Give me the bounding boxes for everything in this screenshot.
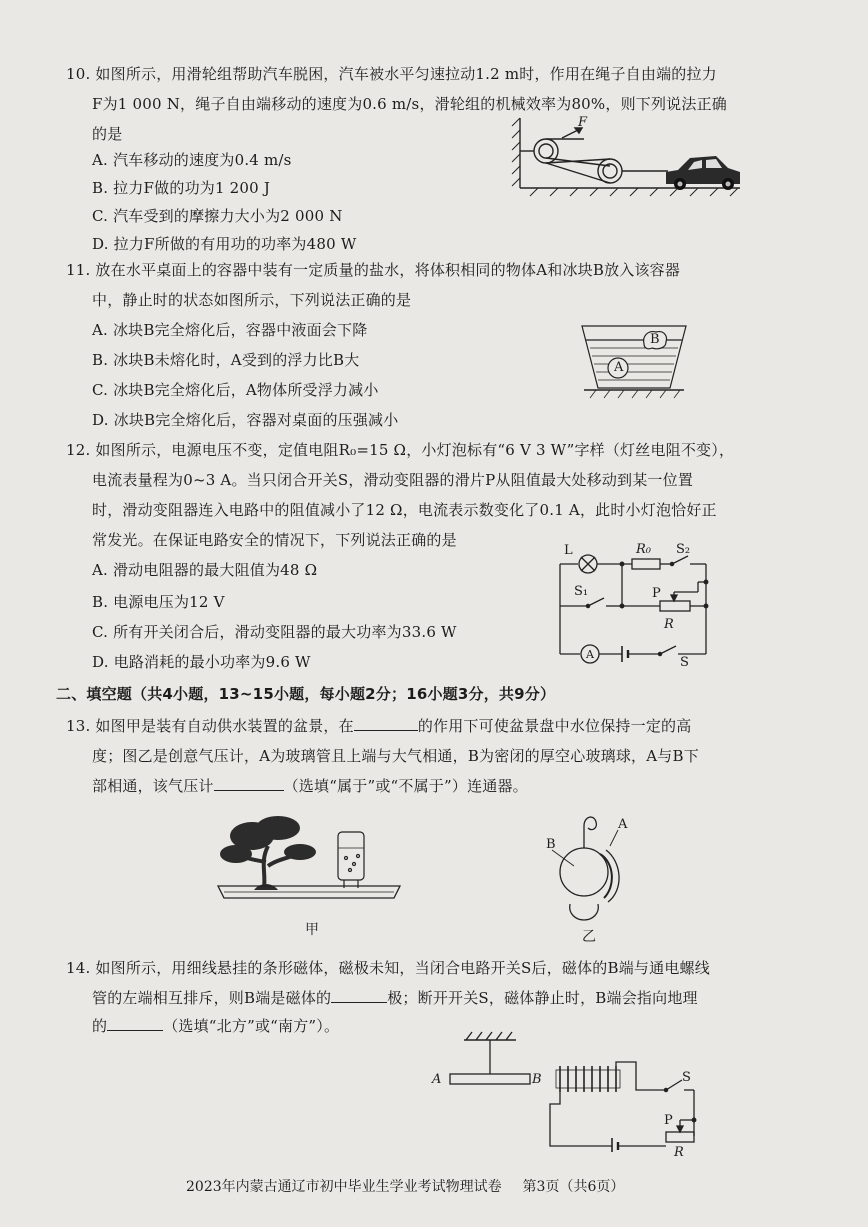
q10-stem-line-3: 的是 [92,125,123,143]
magnet-solenoid-figure [440,1028,710,1152]
q10-option-d: D. 拉力F所做的有用功的功率为480 W [92,235,357,253]
tube-a-label: A [618,817,628,832]
resistor-r0 [632,559,660,569]
bonsai-tray [218,886,400,898]
salt-water-container-figure [574,318,694,402]
q13-line-3: 部相通，该气压计 （选填“属于”或“不属于”）连通器。 [92,777,528,795]
switch-s [666,1080,682,1090]
q12-stem-line-4: 常发光。在保证电路安全的情况下，下列说法正确的是 [92,531,457,549]
q12-stem-line-3: 时，滑动变阻器连入电路中的阻值减小了12 Ω，电流表示数变化了0.1 A，此时小灯泡恰好正 [92,501,717,519]
figure-yi-caption: 乙 [582,929,596,945]
switch-s [660,646,676,654]
q12-option-b: B. 电源电压为12 V [92,593,225,611]
resistor-r0-label: R₀ [636,542,651,557]
switch-s-label: S [680,655,689,670]
q11-option-c: C. 冰块B完全熔化后，A物体所受浮力减小 [92,381,379,399]
solenoid-core [556,1070,620,1088]
page-number: 第3页（共6页） [522,1179,625,1195]
switch-s2 [672,556,688,564]
q12-option-a: A. 滑动电阻器的最大阻值为48 Ω [92,561,318,579]
car-icon [666,156,740,190]
section-2-heading: 二、填空题（共4小题，13~15小题，每小题2分；16小题3分，共9分） [56,685,556,703]
q11-stem-line-1: 11. 放在水平桌面上的容器中装有一定质量的盐水，将体积相同的物体A和冰块B放入该容器 [66,261,681,279]
q12-circuit-diagram [548,542,718,676]
q11-option-a: A. 冰块B完全熔化后，容器中液面会下降 [92,321,368,339]
switch-s2-label: S₂ [676,542,691,557]
object-a-label: A [614,360,624,375]
figure-jia-caption: 甲 [305,922,319,938]
q13-line-1: 13. 如图甲是装有自动供水装置的盆景，在 的作用下可使盆景盘中水位保持一定的高 [66,717,692,735]
q10-stem-line-2: F为1 000 N，绳子自由端移动的速度为0.6 m/s，滑轮组的机械效率为80%，则下列说法正确 [92,95,727,113]
ball-b-label: B [546,837,556,852]
q14-blank-2[interactable] [107,1016,163,1031]
q10-option-c: C. 汽车受到的摩擦力大小为2 000 N [92,207,343,225]
force-f-label: F [578,115,588,130]
bar-magnet [450,1074,530,1084]
switch-s1 [588,598,604,606]
q11-option-d: D. 冰块B完全熔化后，容器对桌面的压强减小 [92,411,399,429]
slider-p-label: P [664,1113,673,1128]
magnet-b-label: B [532,1072,542,1087]
q14-line-2: 管的左端相互排斥，则B端是磁体的 极；断开开关S，磁体静止时，B端会指向地理 [92,989,698,1007]
q11-option-b: B. 冰块B未熔化时，A受到的浮力比B大 [92,351,360,369]
ammeter-a-label: A [586,648,594,661]
switch-s1-label: S₁ [574,584,589,599]
q10-stem-line-1: 10. 如图所示，用滑轮组帮助汽车脱困，汽车被水平匀速拉动1.2 m时，作用在绳子自由端的拉力 [66,65,717,83]
magnet-a-label: A [432,1072,442,1087]
q13-line-2: 度；图乙是创意气压计，A为玻璃管且上端与大气相通，B为密闭的厚空心玻璃球，A与B下 [92,747,699,765]
q14-line-1: 14. 如图所示，用细线悬挂的条形磁体，磁极未知，当闭合电路开关S后，磁体的B端与通电螺线 [66,959,710,977]
pulley-car-figure [510,114,750,200]
rheostat-r-label: R [674,1145,684,1160]
switch-s-label: S [682,1070,691,1085]
lamp-l-label: L [564,543,573,558]
sliding-rheostat [660,601,690,611]
bonsai-tree-icon [220,816,316,890]
rheostat-r-label: R [664,617,674,632]
q10-option-a: A. 汽车移动的速度为0.4 m/s [92,151,292,169]
slider-p-label: P [652,586,661,601]
q12-option-d: D. 电路消耗的最小功率为9.6 W [92,653,311,671]
bonsai-water-supply-figure [214,808,404,904]
rheostat [666,1132,694,1142]
q13-blank-1[interactable] [354,716,418,731]
q12-stem-line-2: 电流表量程为0~3 A。当只闭合开关S，滑动变阻器的滑片P从阻值最大处移动到某一位置 [92,471,694,489]
ice-block-b-label: B [650,332,660,347]
q12-stem-line-1: 12. 如图所示，电源电压不变，定值电阻R₀=15 Ω，小灯泡标有“6 V 3 W”字样（灯丝电阻不变）， [66,441,735,459]
q14-line-3: 的 （选填“北方”或“南方”）。 [92,1017,340,1035]
exam-title: 2023年内蒙古通辽市初中毕业生学业考试物理试卷 [186,1179,502,1195]
q11-stem-line-2: 中，静止时的状态如图所示，下列说法正确的是 [92,291,412,309]
q10-option-b: B. 拉力F做的功为1 200 J [92,179,271,197]
q12-option-c: C. 所有开关闭合后，滑动变阻器的最大功率为33.6 W [92,623,457,641]
water-bottle-icon [338,832,364,888]
q13-blank-2[interactable] [214,776,284,791]
page-footer [186,1178,624,1196]
q14-blank-1[interactable] [331,988,387,1003]
